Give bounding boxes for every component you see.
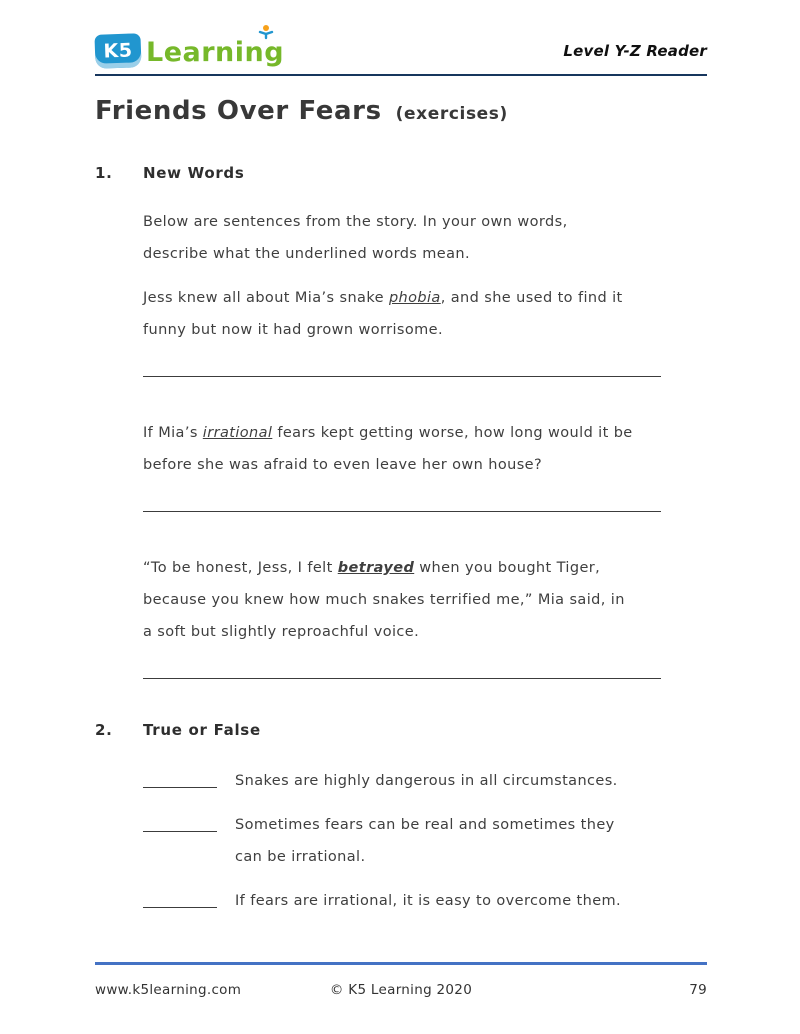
section-1-instructions: [143, 206, 707, 270]
question-text: Jess knew all about Mia’s snake: [143, 290, 389, 306]
header-divider: [95, 74, 707, 76]
k5-learning-logo: [95, 34, 284, 68]
question-text: when you bought Tiger,: [414, 560, 601, 576]
question-3-line: [143, 552, 707, 584]
question-2: [143, 417, 707, 481]
level-label: Level Y-Z Reader: [563, 42, 707, 60]
question-2-line: before she was afraid to even leave her own house?: [143, 457, 543, 473]
true-false-blank: [143, 765, 217, 788]
answer-line-2: [143, 511, 661, 512]
underlined-word-betrayed: betrayed: [337, 560, 415, 576]
statement-line: Snakes are highly dangerous in all circumstances.: [235, 773, 618, 789]
question-text: fears kept getting worse, how long would it be: [272, 425, 633, 441]
logo-k5-text: K5: [103, 39, 133, 63]
underlined-word-irrational: irrational: [202, 425, 273, 441]
footer-row: [95, 965, 707, 998]
section-2-title: True or False: [143, 721, 261, 739]
answer-line-3: [143, 678, 661, 679]
footer-page-number: 79: [689, 982, 707, 998]
footer-copyright: © K5 Learning 2020: [329, 982, 473, 998]
instructions-line: Below are sentences from the story. In your own words,: [143, 214, 568, 230]
statement-line: can be irrational.: [235, 849, 366, 865]
section-1-number: 1.: [95, 164, 113, 182]
question-1-line: [143, 282, 707, 314]
page-title: Friends Over Fears: [95, 96, 382, 126]
true-false-item: [143, 885, 707, 917]
section-2-heading: [95, 721, 707, 739]
logo-learning-text: Learning: [146, 37, 285, 68]
statement-line: If fears are irrational, it is easy to overcome them.: [235, 893, 622, 909]
question-1-line: funny but now it had grown worrisome.: [143, 322, 443, 338]
question-3: [143, 552, 707, 648]
k5-book-icon: [94, 33, 141, 69]
true-false-statement: [235, 765, 618, 797]
section-1-heading: [95, 164, 707, 182]
instructions-line: describe what the underlined words mean.: [143, 246, 470, 262]
question-text: If Mia’s: [143, 425, 203, 441]
question-3-line: a soft but slightly reproachful voice.: [143, 624, 420, 640]
footer-website: www.k5learning.com: [95, 982, 242, 998]
question-2-line: [143, 417, 707, 449]
page-footer: [95, 962, 707, 998]
statement-line: Sometimes fears can be real and sometimes they: [235, 817, 615, 833]
true-false-item: [143, 809, 707, 873]
k5-mascot-icon: [258, 24, 274, 40]
page-title-suffix: (exercises): [395, 104, 508, 124]
question-text: “To be honest, Jess, I felt: [143, 560, 338, 576]
true-false-statement: [235, 885, 621, 917]
underlined-word-phobia: phobia: [388, 290, 441, 306]
question-3-line: because you knew how much snakes terrified me,” Mia said, in: [143, 592, 625, 608]
question-1: [143, 282, 707, 346]
true-false-item: [143, 765, 707, 797]
answer-line-1: [143, 376, 661, 377]
page-header: [95, 30, 707, 72]
section-2-number: 2.: [95, 721, 113, 739]
true-false-blank: [143, 885, 217, 908]
title-row: [95, 96, 707, 126]
true-false-statement: [235, 809, 615, 873]
question-text: , and she used to find it: [440, 290, 623, 306]
section-1-title: New Words: [143, 164, 245, 182]
true-false-blank: [143, 809, 217, 832]
